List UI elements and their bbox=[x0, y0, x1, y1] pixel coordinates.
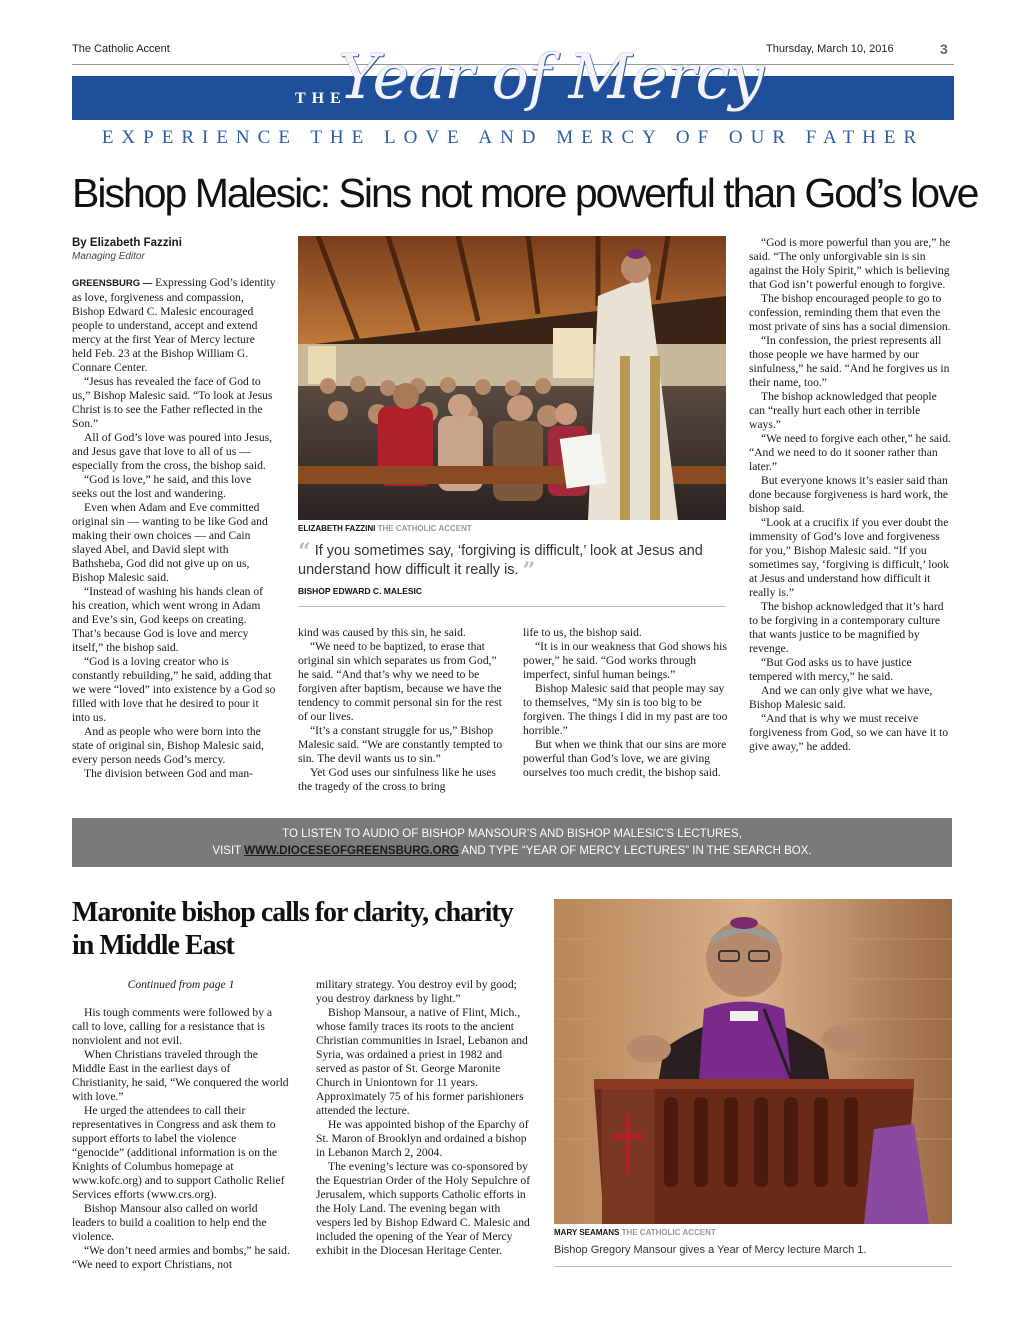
photo-credit: ELIZABETH FAZZINI THE CATHOLIC ACCENT bbox=[298, 524, 472, 533]
article-headline: Bishop Malesic: Sins not more powerful than God’s love bbox=[72, 170, 978, 216]
paragraph: “And that is why we must receive forgiveness from God, so we can have it to give away,” he added. bbox=[749, 712, 949, 753]
banner-tagline: EXPERIENCE THE LOVE AND MERCY OF OUR FATHER bbox=[101, 127, 925, 148]
paragraph: Bishop Mansour also called on world leaders to build a coalition to help end the violence. bbox=[72, 1202, 267, 1243]
notice-line-1: TO LISTEN TO AUDIO OF BISHOP MANSOUR’S AND BISHOP MALESIC’S LECTURES, bbox=[282, 828, 742, 840]
photo-caption: Bishop Gregory Mansour gives a Year of Mercy lecture March 1. bbox=[554, 1244, 867, 1256]
article-2-headline: Maronite bishop calls for clarity, charity in Middle East bbox=[72, 897, 513, 961]
paragraph: He was appointed bishop of the Eparchy of St. Maron of Brooklyn and ordained a bishop in Lebanon March 2, 2004. bbox=[316, 1118, 529, 1159]
paragraph: “But God asks us to have justice tempered with mercy,” he said. bbox=[749, 656, 912, 683]
paragraph: “We don’t need armies and bombs,” he said. “We need to export Christians, not bbox=[72, 1244, 290, 1271]
article-column-3 bbox=[523, 626, 728, 780]
issue-date: Thursday, March 10, 2016 bbox=[766, 43, 894, 55]
page-number: 3 bbox=[940, 41, 948, 57]
paragraph: “Jesus has revealed the face of God to us,” Bishop Malesic said. “To look at Jesus Christ is to see the Father reflected in the Son.” bbox=[72, 375, 273, 430]
open-quote-icon: “ bbox=[298, 539, 311, 565]
paragraph: And we can only give what we have, Bishop Malesic said. bbox=[749, 684, 933, 711]
paragraph: All of God’s love was poured into Jesus, and Jesus gave that love to all of us — especially from the cross, the bishop said. bbox=[72, 431, 273, 472]
paragraph: “Look at a crucifix if you ever doubt the immensity of God’s love and forgiveness for you,” Bishop Malesic said. “If you sometimes say, ‘forgiving is difficult,’ look at Jesus and understand how difficult it really is.” bbox=[749, 516, 949, 599]
paragraph: Bishop Malesic said that people may say to themselves, “My sin is too big to be forgiven. The things I did in my past are too horrible.” bbox=[523, 682, 728, 737]
article-2-column-1 bbox=[72, 978, 290, 1272]
close-quote-icon: ” bbox=[522, 558, 536, 584]
paragraph: “Instead of washing his hands clean of his creation, which went wrong in Adam and Eve’s sin, God keeps on creating. That’s because God is love and mercy itself,” the bishop said. bbox=[72, 585, 264, 654]
lecture-audience-photo bbox=[298, 236, 726, 520]
paragraph: “God is a loving creator who is constantly rebuilding,” he said, adding that we were “loved” into existence by a God so filled with love that he desired to pour it into us. bbox=[72, 655, 276, 724]
audio-lectures-notice bbox=[72, 818, 952, 867]
paragraph: When Christians traveled through the Middle East in the earliest days of Christianity, he said, “We conquered the world with love.” bbox=[72, 1048, 289, 1103]
paragraph: Yet God uses our sinfulness like he uses the tragedy of the cross to bring bbox=[298, 766, 496, 793]
article-column-4 bbox=[749, 236, 954, 754]
paragraph: His tough comments were followed by a call to love, calling for a resistance that is nonviolent and not evil. bbox=[72, 1006, 273, 1047]
diocese-website-link[interactable]: WWW.DIOCESEOFGREENSBURG.ORG bbox=[244, 845, 459, 857]
paragraph: “It’s a constant struggle for us,” Bishop Malesic said. “We are constantly tempted to sin. The devil wants us to sin.” bbox=[298, 724, 503, 765]
paragraph: kind was caused by this sin, he said. bbox=[298, 626, 466, 639]
paragraph: “We need to forgive each other,” he said. “And we need to do it sooner rather than later.” bbox=[749, 432, 951, 473]
article-2-column-2 bbox=[316, 978, 534, 1258]
byline-role: Managing Editor bbox=[72, 251, 145, 262]
paragraph: He urged the attendees to call their representatives in Congress and ask them to support efforts to label the violence “genocide” (additional information is on the Knights of Columbus homepage at www.kofc.org) and to support Catholic Relief Services efforts (www.crs.org). bbox=[72, 1104, 285, 1201]
pull-quote: “ If you sometimes say, ‘forgiving is difficult,’ look at Jesus and understand how difficult it really is. ” bbox=[298, 539, 703, 584]
audience-illustration bbox=[298, 236, 726, 520]
paragraph: life to us, the bishop said. bbox=[523, 626, 642, 639]
paragraph: The division between God and man- bbox=[84, 767, 254, 780]
lectern-illustration bbox=[554, 899, 952, 1224]
banner-the: THE bbox=[295, 90, 347, 107]
pull-quote-attribution: BISHOP EDWARD C. MALESIC bbox=[298, 586, 423, 596]
photo-credit-2: MARY SEAMANS THE CATHOLIC ACCENT bbox=[554, 1228, 716, 1237]
paragraph: The bishop encouraged people to go to confession, reminding them that even the most private of sins has a social dimension. bbox=[749, 292, 951, 333]
paragraph: And as people who were born into the state of original sin, Bishop Malesic said, every person needs God’s mercy. bbox=[72, 725, 264, 766]
bishop-mansour-photo bbox=[554, 899, 952, 1224]
paragraph: The bishop acknowledged that people can “really hurt each other in terrible ways.” bbox=[749, 390, 937, 431]
pull-quote-rule bbox=[298, 606, 726, 607]
article-column-1 bbox=[72, 236, 277, 781]
paragraph: Bishop Mansour, a native of Flint, Mich., whose family traces its roots to the ancient Christian communities in Israel, Lebanon and Syria, was ordained a priest in 1982 and served as pastor of St. George Maronite Church in Uniontown for 11 years. Approximately 75 of his former parishioners attended the lecture. bbox=[316, 1006, 528, 1117]
lead-paragraph: GREENSBURG — Expressing God’s identity as love, forgiveness and compassion, Bishop Edward C. Malesic encouraged people to understand, accept and extend mercy at the first Year of Mercy lecture held Feb. 23 at the Bishop William G. Connare Center. bbox=[72, 276, 276, 374]
paragraph: “In confession, the priest represents all those people we have harmed by our sinfulness,” he said. “And he forgives us in their name, too.” bbox=[749, 334, 950, 389]
byline: By Elizabeth Fazzini bbox=[72, 237, 182, 249]
caption-rule bbox=[554, 1266, 952, 1267]
paragraph: The bishop acknowledged that it’s hard to be forgiving in a contemporary culture that wants justice to be magnified by revenge. bbox=[749, 600, 944, 655]
banner-script-title: Year of Mercy bbox=[338, 40, 764, 113]
paragraph: “It is in our weakness that God shows his power,” he said. “God works through imperfect, sinful human beings.” bbox=[523, 640, 727, 681]
paragraph: “God is love,” he said, and this love seeks out the lost and wandering. bbox=[72, 473, 252, 500]
dateline: GREENSBURG — bbox=[72, 278, 153, 289]
paragraph: But everyone knows it’s easier said than done because forgiveness is hard work, the bishop said. bbox=[749, 474, 949, 515]
paragraph: The evening’s lecture was co-sponsored by the Equestrian Order of the Holy Sepulchre of Jerusalem, which supports Catholic efforts in the Holy Land. The evening began with vespers led by Bishop Edward C. Malesic and included the opening of the Year of Mercy exhibit in the Diocesan Heritage Center. bbox=[316, 1160, 531, 1257]
publication-name: The Catholic Accent bbox=[72, 43, 170, 55]
paragraph: “God is more powerful than you are,” he said. “The only unforgivable sin is sin against the Holy Spirit,” which is believing that God isn’t powerful enough to forgive. bbox=[749, 236, 951, 291]
paragraph: But when we think that our sins are more powerful than God’s love, we are giving ourselves too much credit, the bishop said. bbox=[523, 738, 727, 779]
paragraph: military strategy. You destroy evil by good; you destroy darkness by light.” bbox=[316, 978, 517, 1005]
continued-from: Continued from page 1 bbox=[127, 978, 235, 991]
notice-line-2: VISIT WWW.DIOCESEOFGREENSBURG.ORG AND TYPE “YEAR OF MERCY LECTURES” IN THE SEARCH BOX. bbox=[212, 845, 812, 857]
paragraph: “We need to be baptized, to erase that original sin which separates us from God,” he said. “And that’s why we need to be forgiven after baptism, because we have the tendency to commit personal sin for the rest of our lives. bbox=[298, 640, 502, 723]
article-column-2 bbox=[298, 626, 503, 794]
paragraph: Even when Adam and Eve committed original sin — wanting to be like God and making their own choices — and Cain slayed Abel, and David slept with Bathsheba, God did not give up on us, Bishop Malesic said. bbox=[72, 501, 268, 584]
